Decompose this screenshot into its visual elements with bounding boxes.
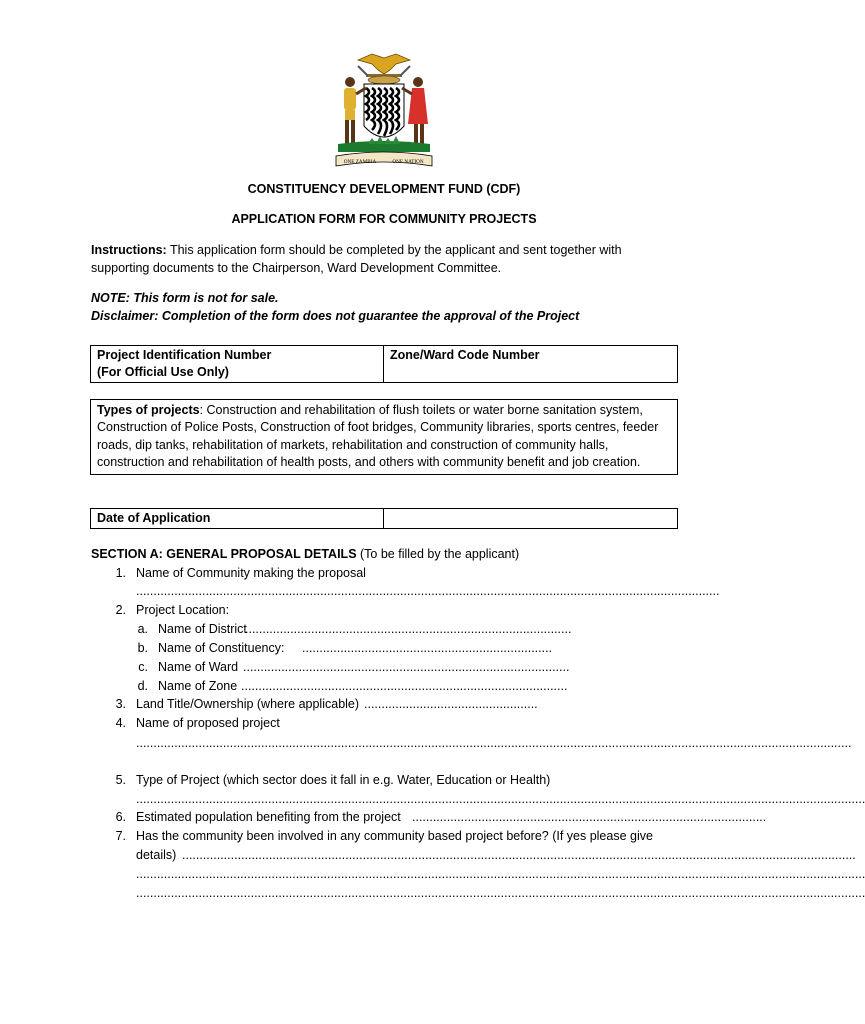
sub-item-letter: a. [137,622,148,636]
instructions-text: This application form should be completed by the applicant and sent together with supporting documents to the Chairperson, Ward Development Committee. [91,243,622,275]
sub-item-letter: c. [138,660,148,674]
item-number: 2. [115,603,126,617]
document-subtitle: APPLICATION FORM FOR COMMUNITY PROJECTS [231,212,537,226]
constituency-answer-line[interactable]: ........................................................................ [302,641,553,655]
item-number: 6. [115,810,126,824]
project-id-cell [91,346,384,383]
item-text: Name of Community making the proposal [136,566,366,580]
instructions-label: Instructions: [91,243,167,257]
project-type-answer-line[interactable]: .................................................................................................................................................................................................................. [136,792,865,806]
project-name-answer-line[interactable]: .............................................................................................................................................................................................................. [136,736,852,750]
item-text: Type of Project (which sector does it fall in e.g. Water, Education or Health) [136,773,551,787]
community-involvement-answer-line-3[interactable]: .................................................................................................................................................................................................................. [136,886,865,900]
sub-item-text: Name of Ward [158,660,239,674]
date-of-application-table [90,508,678,529]
project-id-label: Project Identification Number [97,348,272,362]
sub-item-text: Name of Constituency: [158,641,285,655]
item-7-continuation: details) [136,848,177,862]
section-a-note: (To be filled by the applicant) [356,547,520,561]
date-of-application-label: Date of Application [91,509,384,529]
item-number: 7. [115,829,126,843]
community-name-answer-line[interactable]: ........................................................................................................................................................................ [136,584,720,598]
emblem-motto-right: ONE NATION [392,159,424,165]
types-of-projects-text: : Construction and rehabilitation of flush toilets or water borne sanitation system, Construction of Police Posts, Construction of foot bridges, Community libraries, sports centres, feeder roads, dip tanks, rehabilitation of markets, rehabilitation and construction of community halls, construction and rehabilitation of health posts, and others with community benefit and job creation. [97,403,659,470]
date-of-application-field[interactable] [384,509,678,529]
sub-item-text: Name of District [158,622,247,636]
item-text: Name of proposed project [136,716,280,730]
community-involvement-answer-line-2[interactable]: .................................................................................................................................................................................................................. [136,867,865,881]
item-text: Has the community been involved in any community based project before? (If yes please give [136,829,653,843]
types-of-projects-label: Types of projects [97,403,200,417]
instructions-paragraph [91,241,681,277]
population-answer-line[interactable]: ...................................................................................................... [412,810,767,824]
item-number: 4. [115,716,126,730]
item-text: Project Location: [136,603,230,617]
community-involvement-answer-line-1[interactable]: .................................................................................................................................................................................................. [182,848,856,862]
district-answer-line[interactable]: .............................................................................................. [245,622,572,636]
identification-table [90,345,678,383]
disclaimer-note: Disclaimer: Completion of the form does not guarantee the approval of the Project [91,309,580,323]
zone-ward-code-label: Zone/Ward Code Number [390,348,540,362]
ward-answer-line[interactable]: .............................................................................................. [243,660,570,674]
types-of-projects-box [90,399,678,475]
item-text: Estimated population benefiting from the project [136,810,401,824]
document-title: CONSTITUENCY DEVELOPMENT FUND (CDF) [247,182,521,196]
sub-item-letter: b. [137,641,148,655]
zone-answer-line[interactable]: .............................................................................................. [241,679,568,693]
land-title-answer-line[interactable]: .................................................. [364,697,538,711]
not-for-sale-note: NOTE: This form is not for sale. [91,291,279,305]
item-number: 3. [115,697,126,711]
item-text: Land Title/Ownership (where applicable) [136,697,360,711]
zambia-coat-of-arms-emblem [328,52,440,174]
section-a-title: SECTION A: GENERAL PROPOSAL DETAILS [91,547,357,561]
zone-ward-code-cell[interactable] [384,346,678,383]
sub-item-letter: d. [137,679,148,693]
item-number: 5. [115,773,126,787]
item-number: 1. [115,566,126,580]
section-a-heading [91,545,519,563]
sub-item-text: Name of Zone [158,679,238,693]
project-id-sublabel: (For Official Use Only) [97,365,229,379]
emblem-motto-left: ONE ZAMBIA [343,159,377,165]
